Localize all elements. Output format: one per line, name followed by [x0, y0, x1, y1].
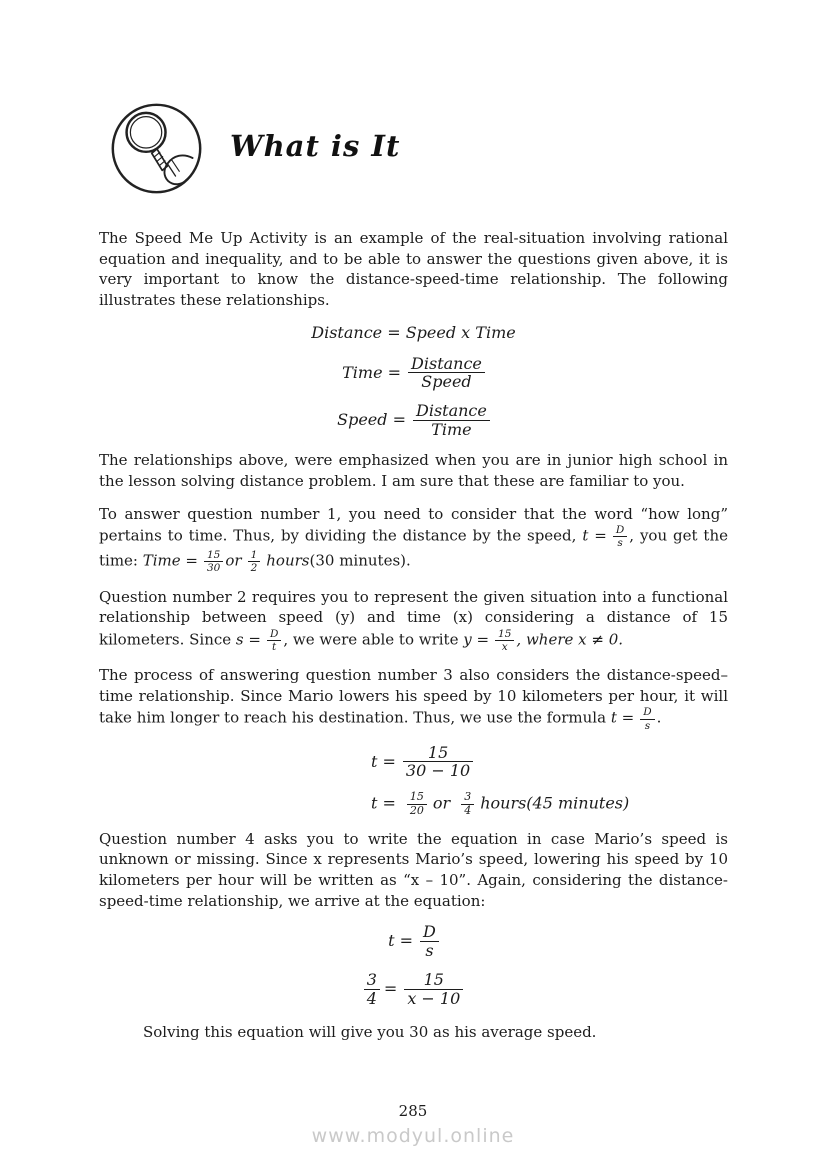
fraction-numerator: 3	[461, 791, 474, 805]
fraction-numerator: 3	[364, 971, 380, 990]
fraction-numerator: 15	[404, 971, 463, 990]
formula-time	[99, 355, 728, 392]
fraction	[495, 628, 514, 653]
formula-speed	[99, 402, 728, 439]
fraction-denominator: s	[425, 941, 434, 961]
fraction-denominator: 2	[250, 562, 258, 575]
page-title: What is It	[230, 128, 401, 163]
math-inline-label: Time =	[142, 551, 198, 570]
fraction-denominator: s	[617, 537, 623, 550]
fraction	[413, 402, 490, 439]
math-inline-label: s =	[235, 630, 261, 649]
fraction-numerator: D	[420, 923, 439, 942]
work-formula-2-label: t =	[371, 794, 396, 814]
work-formula-1-label: t =	[371, 751, 396, 771]
formula-distance-text: Distance = Speed x Time	[311, 322, 516, 342]
recall-paragraph: The relationships above, were emphasized when you are in junior high school in the lesson solving distance problem. I am sure that these are familiar to you.	[99, 451, 728, 490]
fraction-denominator: Speed	[421, 372, 472, 392]
fraction	[408, 355, 485, 392]
fraction	[364, 971, 380, 1008]
math-inline-label: or	[225, 551, 242, 570]
fraction	[461, 791, 474, 817]
watermark-text: www.modyul.online	[311, 1125, 515, 1147]
fraction-denominator: 20	[409, 804, 424, 818]
text-segment: , where x ≠ 0.	[516, 630, 624, 649]
fraction	[403, 744, 473, 781]
fraction-numerator: 15	[403, 744, 473, 763]
math-inline-label: y =	[463, 630, 490, 649]
formula-distance	[99, 323, 728, 344]
fraction-denominator: 4	[366, 989, 377, 1009]
work-formula-1	[99, 744, 728, 781]
work-formula-2-or: or	[432, 794, 451, 814]
page-content	[99, 228, 728, 1043]
fraction-numerator: 15	[495, 628, 514, 641]
fraction	[204, 549, 223, 574]
text-segment: Question number 2 requires you to represent the given situation into a functional relationship between speed (y) and time (x) considering a distance of 15 kilometers. Since	[99, 587, 728, 649]
fraction	[267, 628, 281, 653]
fraction-numerator: D	[640, 706, 654, 719]
question2-paragraph	[99, 587, 728, 654]
formula-time-label: Time =	[342, 362, 402, 382]
page-footer	[0, 1102, 826, 1147]
fraction-denominator: 30 − 10	[405, 761, 471, 781]
fraction	[613, 524, 627, 549]
text-segment: , we were able to write	[283, 630, 464, 649]
text-segment: (30 minutes).	[309, 551, 411, 570]
text-segment: .	[656, 709, 662, 727]
fraction-numerator: 15	[204, 549, 223, 562]
text-segment: The process of answering question number 3 also considers the distance-speed–time relationship. Since Mario lowers his speed by 10 kilometers per hour, it will take him longer to reach his destination. Thus, we use the formula	[99, 666, 728, 727]
fraction	[248, 549, 261, 574]
page-number: 285	[398, 1102, 428, 1120]
equals-sign: =	[383, 979, 398, 999]
fraction	[640, 706, 654, 731]
fraction-denominator: s	[644, 719, 651, 732]
fraction-numerator: 1	[248, 549, 261, 562]
work-formula-2-tail: hours(45 minutes)	[480, 794, 630, 814]
final-formula-1-label: t =	[388, 931, 414, 951]
fraction-denominator: Time	[431, 420, 472, 440]
question3-paragraph	[99, 665, 728, 732]
intro-paragraph: The Speed Me Up Activity is an example of the real-situation involving rational equation and inequality, and to be able to answer the questions given above, it is very important to know the distance-speed-time relationship. The following illustrates these relationships.	[99, 229, 728, 310]
fraction-denominator: 30	[207, 562, 221, 575]
text-segment: , you get the time:	[99, 526, 728, 570]
final-formula-1	[99, 923, 728, 960]
math-inline-label: hours	[266, 551, 310, 570]
math-inline-label: t =	[582, 526, 607, 545]
fraction-numerator: D	[613, 524, 627, 537]
fraction-numerator: 15	[407, 791, 427, 805]
section-header	[109, 101, 400, 196]
fraction-denominator: 4	[464, 804, 472, 818]
fraction-numerator: Distance	[408, 355, 485, 374]
fraction-denominator: x	[501, 640, 508, 653]
question1-paragraph	[99, 504, 728, 575]
fraction	[407, 791, 427, 817]
fraction-denominator: t	[272, 640, 277, 653]
fraction-numerator: Distance	[413, 402, 490, 421]
closing-sentence: Solving this equation will give you 30 as his average speed.	[143, 1023, 597, 1042]
formula-speed-label: Speed =	[337, 410, 406, 430]
magnifier-hand-icon	[109, 101, 204, 196]
fraction	[420, 923, 439, 960]
fraction-denominator: x − 10	[407, 989, 461, 1009]
fraction-numerator: D	[267, 628, 281, 641]
text-segment: To answer question number 1, you need to consider that the word “how long” pertains to time. Thus, by dividing the distance by the speed,	[99, 504, 728, 545]
math-inline-label: t =	[610, 709, 635, 727]
work-formula-2	[99, 791, 728, 817]
question4-paragraph: Question number 4 asks you to write the equation in case Mario’s speed is unknown or missing. Since x represents Mario’s speed, lowering his speed by 10 kilometers per hour will be written as “x – 10”. Again, considering the distance-speed-time relationship, we arrive at the equation:	[99, 829, 728, 910]
fraction	[404, 971, 463, 1008]
final-formula-2	[99, 971, 728, 1008]
